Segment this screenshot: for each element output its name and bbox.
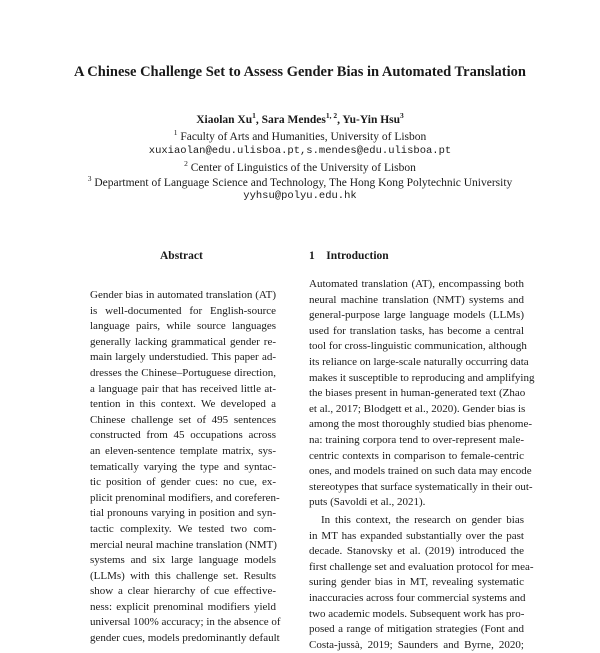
- intro-paragraph-1: [309, 277, 535, 511]
- text-line: inaccuracies across four commercial systems and: [309, 591, 526, 604]
- text-line: tactic complexity. We tested two com-: [90, 522, 276, 535]
- text-line: puts (Savoldi et al., 2021).: [309, 496, 426, 509]
- author-emails: xuxiaolan@edu.ulisboa.pt,s.mendes@edu.ulisboa.pt: [148, 145, 452, 157]
- text-line: In this context, the research on gender bias: [321, 514, 524, 526]
- text-line: centric contexts in comparison to female-centric: [309, 449, 524, 462]
- text-line: makes it susceptible to reproducing and amplifying: [309, 371, 535, 384]
- paper-title: A Chinese Challenge Set to Assess Gender Bias in Automated Translation: [74, 64, 526, 80]
- abstract-heading: Abstract: [160, 250, 203, 262]
- affiliation-text: Faculty of Arts and Humanities, University of Lisbon: [180, 130, 427, 143]
- text-line: in MT has expanded substantially over the past: [309, 529, 524, 542]
- section-number: 1: [309, 250, 315, 262]
- author-affiliation-marker: 3: [400, 111, 404, 120]
- text-line: constructed from 45 occupations across: [90, 429, 276, 442]
- text-line: an eleven-sentence template matrix, sys-: [90, 444, 276, 457]
- affiliation-1: [0, 128, 600, 143]
- author-email: yyhsu@polyu.edu.hk: [243, 190, 357, 202]
- text-line: two academic models. Subsequent work has pro-: [309, 607, 525, 620]
- text-line: Automated translation (AT), encompassing both: [309, 278, 524, 290]
- author-affiliation-marker: 1, 2: [325, 111, 338, 120]
- text-line: suring gender bias in MT, revealing systematic: [309, 576, 524, 589]
- affiliation-2: [0, 159, 600, 174]
- text-line: generally lacking grammatical gender re-: [90, 335, 276, 348]
- text-line: a language pair that has received little at-: [90, 382, 276, 395]
- text-line: among the most thoroughly studied bias phenome-: [309, 418, 533, 431]
- text-line: et al., 2017; Blodgett et al., 2020). Gender bias is: [309, 402, 526, 415]
- author-list: Xiaolan Xu$^1$, Sara Mendes$^{1, 2}$, Yu-Yin Hsu$^3$: [196, 111, 404, 126]
- author-name: Yu-Yin Hsu: [342, 113, 401, 126]
- text-line: ones, and models trained on such data may encode: [309, 465, 532, 478]
- text-line: language pairs, while source languages: [90, 320, 276, 333]
- text-line: (LLMs) with this challenge set. Results: [90, 569, 276, 582]
- text-line: show a clear hierarchy of cue effective-: [90, 585, 276, 598]
- text-line: first challenge set and evaluation protocol for mea-: [309, 560, 534, 573]
- text-line: the biases present in human-generated text (Zhao: [309, 387, 526, 400]
- text-line: neural machine translation (NMT) systems and: [309, 293, 524, 306]
- text-line: universal 100% accuracy; in the absence of: [90, 616, 281, 629]
- section-heading: [309, 250, 389, 262]
- text-line: posed a range of mitigation strategies (Font and: [309, 623, 524, 636]
- intro-paragraph-2: [309, 513, 534, 653]
- text-line: decade. Stanovsky et al. (2019) introduced the: [309, 545, 524, 558]
- text-line: mercial neural machine translation (NMT): [90, 538, 277, 551]
- author-name: Sara Mendes: [261, 113, 326, 126]
- affiliation-text: Center of Linguistics of the University of Lisbon: [190, 161, 416, 174]
- text-line: tic position of gender cues: no cue, ex-: [90, 476, 276, 489]
- abstract-body: [90, 288, 281, 647]
- text-line: stereotypes that surface systematically in their out-: [309, 480, 533, 493]
- text-line: tention in this context. We developed a: [90, 398, 276, 411]
- text-line: dresses the Chinese–Portuguese direction,: [90, 366, 276, 379]
- text-line: na: training corpora tend to over-represent male-: [309, 433, 524, 446]
- affiliation-marker: 3: [87, 174, 92, 183]
- text-line: used for translation tasks, has become a central: [309, 324, 524, 337]
- affiliation-marker: 1: [173, 128, 178, 137]
- text-line: tematically varying the type and syntac-: [90, 460, 276, 473]
- text-line: gender cues, models predominantly default: [90, 632, 280, 645]
- section-title: Introduction: [326, 250, 389, 262]
- affiliation-marker: 2: [184, 159, 188, 168]
- author-affiliation-marker: 1: [252, 111, 256, 120]
- text-line: plicit prenominal modifiers, and coreferen-: [90, 491, 280, 504]
- text-line: main largely understudied. This paper ad-: [90, 351, 276, 364]
- text-line: systems and six large language models: [90, 554, 276, 567]
- text-line: is well-documented for English-source: [90, 304, 276, 317]
- author-name: Xiaolan Xu: [196, 113, 253, 126]
- text-line: Chinese challenge set of 495 sentences: [90, 413, 276, 426]
- text-line: Costa-jussà, 2019; Saunders and Byrne, 2020;: [309, 638, 524, 651]
- text-line: ness: explicit prenominal modifiers yield: [90, 600, 276, 613]
- text-line: tial pronouns varying in position and syn-: [90, 507, 276, 520]
- affiliation-3: [0, 174, 600, 189]
- text-line: tool for cross-linguistic communication, although: [309, 340, 527, 353]
- text-line: general-purpose large language models (LLMs): [309, 309, 524, 322]
- affiliation-text: Department of Language Science and Technology, The Hong Kong Polytechnic University: [94, 176, 513, 189]
- text-line: its reliance on large-scale naturally occurring data: [309, 355, 529, 368]
- text-line: Gender bias in automated translation (AT): [90, 289, 276, 301]
